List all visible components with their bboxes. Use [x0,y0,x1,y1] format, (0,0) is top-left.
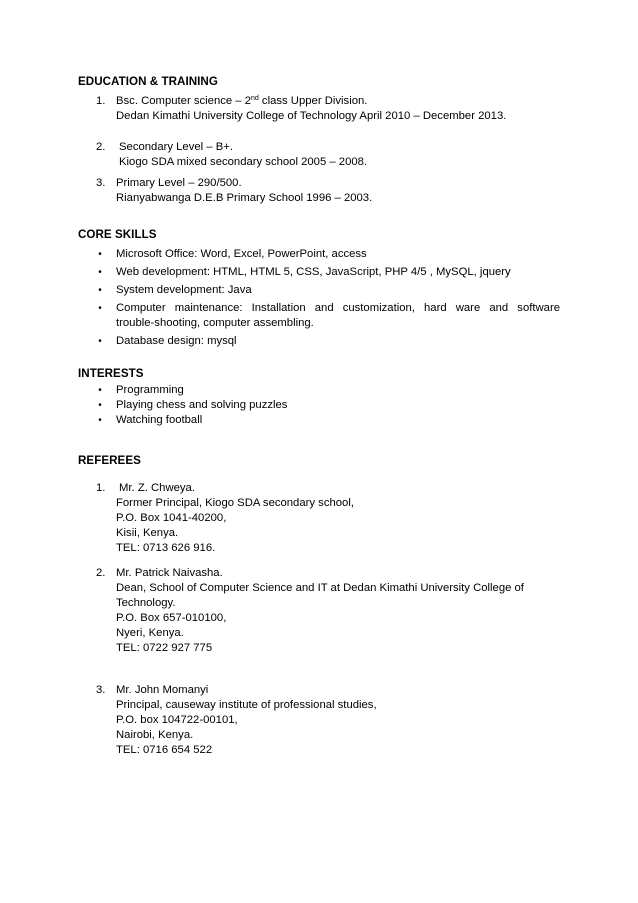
referee-1-name: Mr. Z. Chweya. [119,482,195,494]
bullet-icon [96,265,104,280]
referees-heading: REFEREES [78,454,141,467]
education-item-2-title: Secondary Level – B+. [119,141,233,153]
bullet-icon [96,383,104,398]
interest-item-chess: Playing chess and solving puzzles [116,399,288,411]
education-item-1-detail: Dedan Kimathi University College of Technology April 2010 – December 2013. [116,110,507,122]
education-item-2-detail: Kiogo SDA mixed secondary school 2005 – 2008. [119,156,368,168]
referee-3-town: Nairobi, Kenya. [116,729,194,741]
skill-item-maintenance: Computer maintenance: Installation and customization, hard ware and software [116,302,560,314]
interests-heading: INTERESTS [78,367,144,380]
skill-item-maintenance-cont: trouble-shooting, computer assembling. [116,317,314,329]
education-item-3-title: Primary Level – 290/500. [116,177,242,189]
referee-1-town: Kisii, Kenya. [116,527,179,539]
referee-3-po-box: P.O. box 104722-00101, [116,714,238,726]
referee-3-position: Principal, causeway institute of professional studies, [116,699,377,711]
bullet-icon [96,247,104,262]
education-item-1-number: 1. [96,95,106,107]
bullet-icon [96,334,104,349]
referee-1-tel: TEL: 0713 626 916. [116,542,216,554]
education-item-2-number: 2. [96,141,106,153]
referee-2-po-box: P.O. Box 657-010100, [116,612,227,624]
referee-2-tel: TEL: 0722 927 775 [116,642,213,654]
referee-1-po-box: P.O. Box 1041-40200, [116,512,227,524]
interest-item-programming: Programming [116,384,184,396]
education-item-1-title: Bsc. Computer science – 2nd class Upper Division. [116,95,368,107]
skill-item-office: Microsoft Office: Word, Excel, PowerPoint, access [116,248,367,260]
core-skills-heading: CORE SKILLS [78,228,157,241]
referee-2-name: Mr. Patrick Naivasha. [116,567,223,579]
skill-item-system: System development: Java [116,284,252,296]
bullet-icon [96,398,104,413]
referee-3-name: Mr. John Momanyi [116,684,209,696]
bullet-icon [96,413,104,428]
referee-2-position-cont: Technology. [116,597,176,609]
referee-3-number: 3. [96,684,106,696]
referee-1-number: 1. [96,482,106,494]
education-heading: EDUCATION & TRAINING [78,75,218,88]
skill-item-database: Database design: mysql [116,335,237,347]
referee-1-position: Former Principal, Kiogo SDA secondary school, [116,497,354,509]
referee-2-number: 2. [96,567,106,579]
referee-2-town: Nyeri, Kenya. [116,627,184,639]
bullet-icon [96,301,104,316]
referee-3-tel: TEL: 0716 654 522 [116,744,213,756]
education-item-3-detail: Rianyabwanga D.E.B Primary School 1996 – 2003. [116,192,373,204]
education-item-3-number: 3. [96,177,106,189]
interest-item-football: Watching football [116,414,203,426]
skill-item-web: Web development: HTML, HTML 5, CSS, JavaScript, PHP 4/5 , MySQL, jquery [116,266,511,278]
bullet-icon [96,283,104,298]
referee-2-position: Dean, School of Computer Science and IT at Dedan Kimathi University College of [116,582,524,594]
